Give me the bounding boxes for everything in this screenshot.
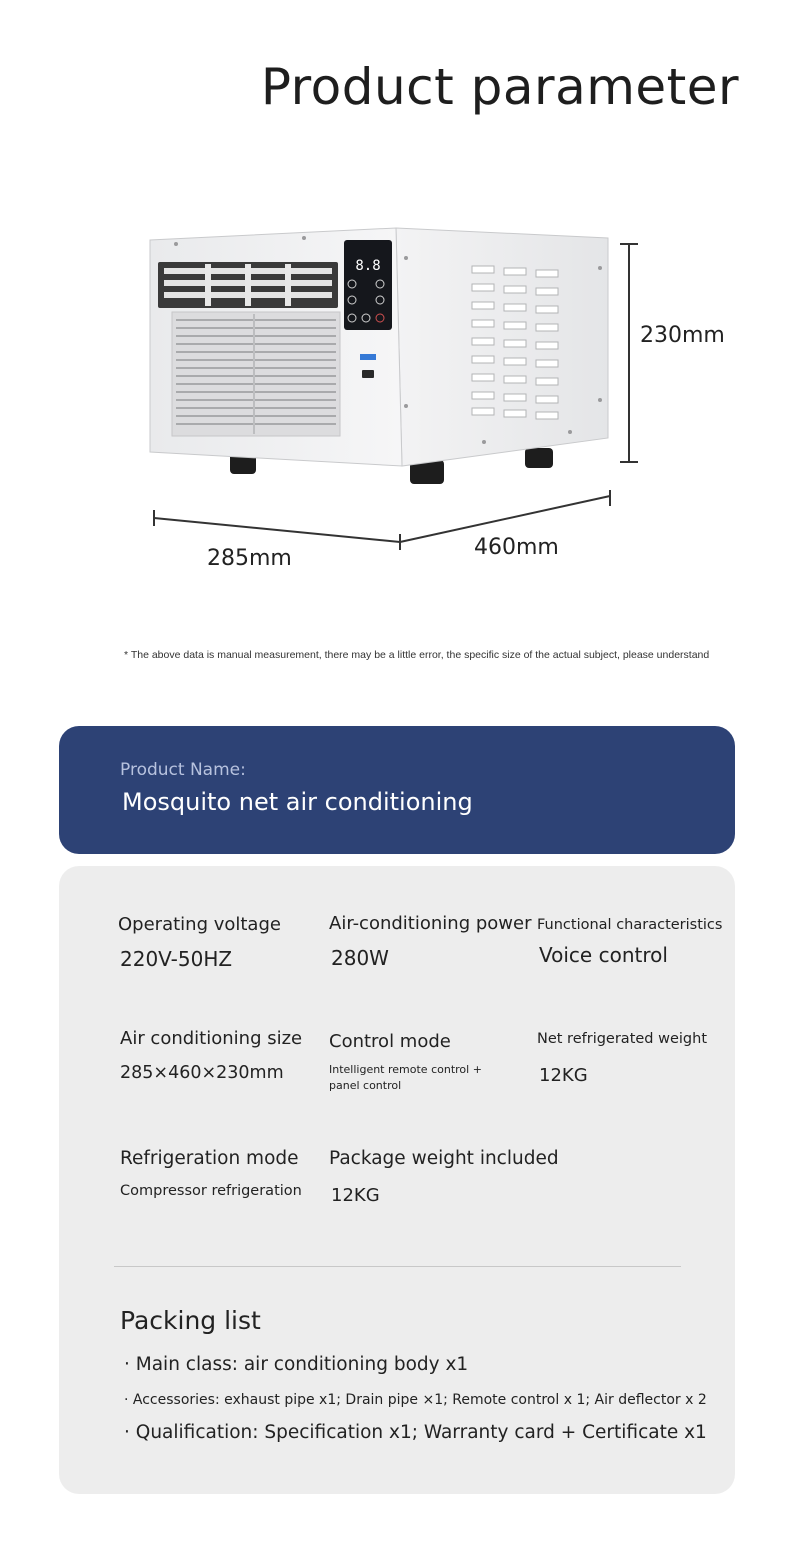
spec-label: Air conditioning size	[120, 1028, 303, 1049]
section-divider	[114, 1266, 681, 1267]
spec-value: Intelligent remote control + panel control	[329, 1063, 482, 1092]
specs-card	[59, 866, 735, 1494]
packing-item-main: · Main class: air conditioning body x1	[124, 1354, 469, 1375]
packing-list-title: Packing list	[120, 1306, 261, 1335]
spec-refrigeration-mode	[120, 1148, 302, 1199]
spec-functional-characteristics	[537, 917, 722, 967]
spec-air-conditioning-power	[329, 913, 531, 970]
height-label: 230mm	[640, 323, 725, 348]
spec-value: 220V-50HZ	[120, 947, 233, 971]
height-measure-cap-top	[620, 243, 638, 245]
spec-label: Operating voltage	[118, 914, 281, 935]
product-name-card	[59, 726, 735, 854]
spec-control-mode	[329, 1031, 509, 1094]
spec-value: 280W	[331, 946, 389, 970]
packing-item-accessories: · Accessories: exhaust pipe x1; Drain pipe ×1; Remote control x 1; Air deflector x 2	[124, 1392, 707, 1408]
spec-value: 12KG	[331, 1185, 380, 1206]
spec-value: 285×460×230mm	[120, 1063, 284, 1083]
width-label: 460mm	[474, 535, 559, 560]
depth-label: 285mm	[207, 546, 292, 571]
height-measure-line	[628, 243, 630, 462]
air-conditioner-illustration	[140, 220, 650, 510]
spec-label: Functional characteristics	[537, 917, 723, 933]
spec-value: Compressor refrigeration	[120, 1183, 302, 1199]
spec-operating-voltage	[118, 914, 281, 971]
product-name-label: Product Name:	[120, 760, 246, 780]
spec-value: Voice control	[539, 943, 668, 967]
spec-package-weight	[329, 1148, 559, 1206]
spec-label: Air-conditioning power	[329, 913, 532, 934]
display-readout: 8.8	[355, 258, 381, 274]
height-measure-cap-bottom	[620, 461, 638, 463]
spec-label: Net refrigerated weight	[537, 1031, 707, 1047]
spec-label: Control mode	[329, 1031, 451, 1052]
page-title: Product parameter	[260, 58, 740, 116]
spec-net-refrigerated-weight	[537, 1031, 707, 1086]
packing-item-qualification: · Qualification: Specification x1; Warranty card + Certificate x1	[124, 1422, 707, 1443]
spec-air-conditioning-size	[120, 1028, 302, 1083]
spec-value: 12KG	[539, 1065, 588, 1086]
spec-label: Package weight included	[329, 1148, 559, 1169]
measurement-disclaimer: * The above data is manual measurement, there may be a little error, the specific size of the actual subject, please understand	[124, 649, 710, 661]
product-name-value: Mosquito net air conditioning	[122, 788, 473, 816]
spec-label: Refrigeration mode	[120, 1148, 299, 1169]
